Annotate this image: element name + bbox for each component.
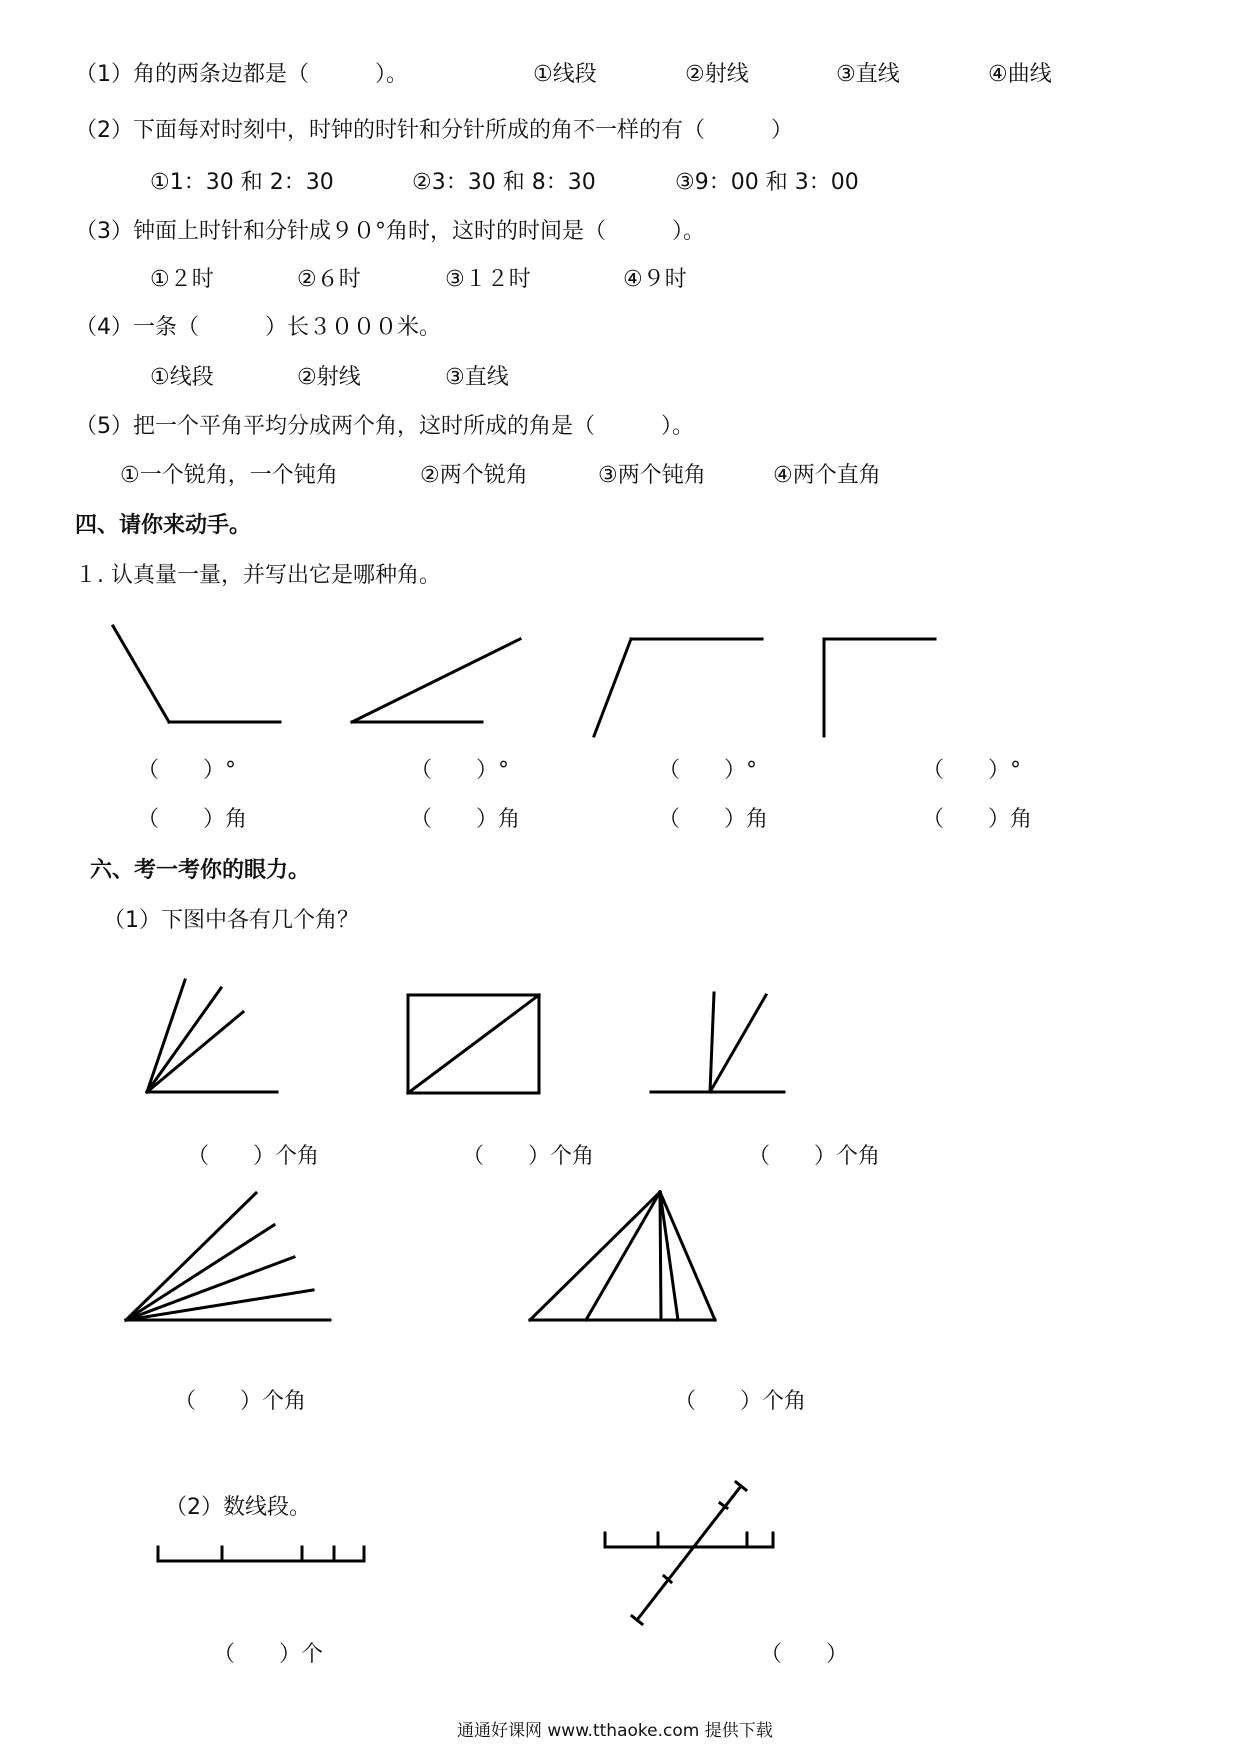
q1-stem: （1）角的两条边都是（ ）。 [75, 62, 408, 87]
section4-q1: １. 认真量一量，并写出它是哪种角。 [75, 563, 441, 588]
section6-q1: （1）下图中各有几个角？ [103, 908, 359, 933]
angle4-type-blank: （ ）角 [922, 807, 1033, 832]
fig1-count-blank: （ ）个角 [187, 1144, 320, 1169]
q5-option-3: ③两个钝角 [598, 463, 706, 488]
q3-option-1: ①２时 [150, 267, 214, 292]
q5-stem: （5）把一个平角平均分成两个角，这时所成的角是（ ）。 [75, 414, 694, 439]
angle3-degree-blank: （ ）° [658, 758, 758, 783]
q3-option-2: ②６时 [297, 267, 361, 292]
rectangle-with-diagonal-figure [408, 995, 539, 1093]
angle4-degree-blank: （ ）° [922, 758, 1022, 783]
q2-option-2: ②3：30 和 8：30 [412, 170, 596, 195]
fig4-count-blank: （ ）个角 [174, 1389, 307, 1414]
q1-option-1: ①线段 [533, 62, 597, 87]
angle1-type-blank: （ ）角 [137, 807, 248, 832]
q3-stem: （3）钟面上时针和分针成９０°角时，这时的时间是（ ）。 [75, 219, 705, 244]
fig3-count-blank: （ ）个角 [748, 1144, 881, 1169]
q1-option-4: ④曲线 [988, 62, 1052, 87]
q2-option-1: ①1：30 和 2：30 [150, 170, 334, 195]
angle2-degree-blank: （ ）° [410, 758, 510, 783]
q4-stem: （4）一条（ ）长３０００米。 [75, 315, 441, 340]
fig2-count-blank: （ ）个角 [462, 1144, 595, 1169]
angle1-degree-blank: （ ）° [137, 758, 237, 783]
angle-figure-acute-slanted [594, 639, 762, 736]
fan-figure-3-rays [147, 980, 277, 1092]
q4-option-3: ③直线 [445, 365, 509, 390]
segment-figure-straight [158, 1547, 364, 1561]
q3-option-4: ④９时 [623, 267, 687, 292]
angle-figure-acute [352, 639, 520, 722]
q3-option-3: ③１２时 [445, 267, 531, 292]
q5-option-4: ④两个直角 [773, 463, 881, 488]
q2-option-3: ③9：00 和 3：00 [675, 170, 859, 195]
two-rays-on-line-figure [651, 993, 784, 1092]
triangle-with-cevians-figure [530, 1192, 715, 1320]
segment-figure-crossed [605, 1482, 773, 1624]
q4-option-1: ①线段 [150, 365, 214, 390]
fan-figure-5-rays [126, 1193, 330, 1320]
angle3-type-blank: （ ）角 [658, 807, 769, 832]
fig5-count-blank: （ ）个角 [674, 1389, 807, 1414]
q2-stem: （2）下面每对时刻中，时钟的时针和分针所成的角不一样的有（ ） [75, 118, 793, 143]
seg1-count-blank: （ ）个 [213, 1642, 324, 1667]
q1-option-2: ②射线 [685, 62, 749, 87]
q5-option-2: ②两个锐角 [420, 463, 528, 488]
q4-option-2: ②射线 [297, 365, 361, 390]
seg2-count-blank: （ ） [760, 1642, 849, 1667]
section6-heading: 六、考一考你的眼力。 [90, 858, 311, 883]
angle-figure-obtuse [113, 626, 280, 722]
section4-heading: 四、请你来动手。 [75, 513, 252, 538]
q5-option-1: ①一个锐角，一个钝角 [120, 463, 338, 488]
q1-option-3: ③直线 [836, 62, 900, 87]
angle-figure-right [824, 639, 935, 736]
angle2-type-blank: （ ）角 [410, 807, 521, 832]
footer-credit: 通通好课网 www.tthaoke.com 提供下载 [457, 1721, 773, 1741]
section6-q2: （2）数线段。 [165, 1495, 311, 1520]
